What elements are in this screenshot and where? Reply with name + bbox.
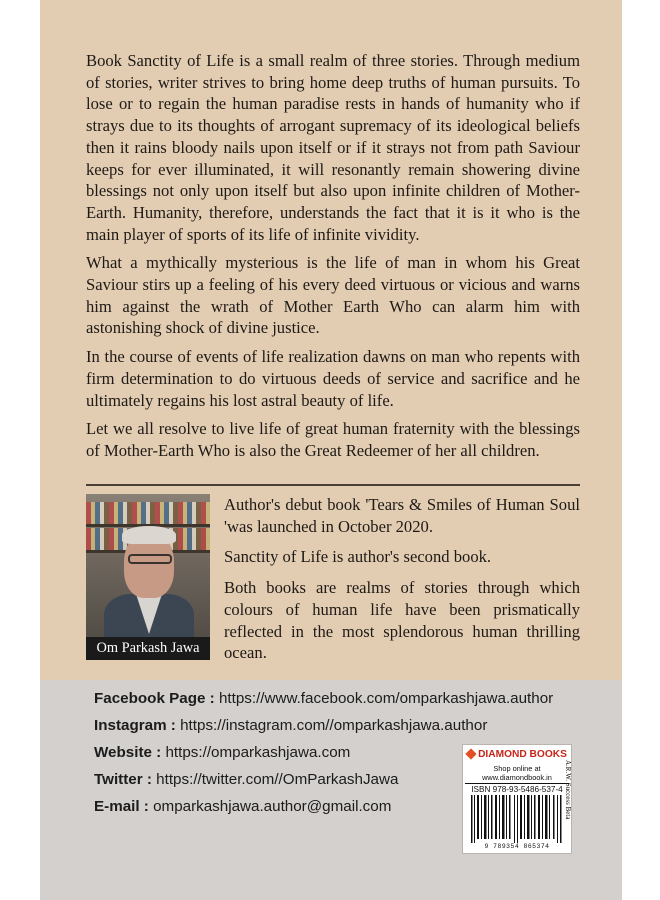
publisher-name: DIAMOND BOOKS [478,749,567,760]
instagram-line [94,717,487,734]
publisher-logo [467,748,567,762]
isbn-text: ISBN 978-93-5486-537-4 [465,783,569,794]
bio-paragraph: Both books are realms of stories through which colours of human life have been prismatically reflected in the most splendorous human thrilling ocean. [224,578,580,663]
barcode-digits: 9 789354 865374 [484,843,550,850]
diamond-icon [465,749,476,760]
blurb-paragraph: Book Sanctity of Life is a small realm of three stories. Through medium of stories, writer strives to bring home deep truths of human pursuits. To lose or to regain the human paradise rests in hands of humanity who if strays due to its thoughts of arrogant supremacy of its ideological beliefs then it rains bloody nails upon itself or if it strays not from path Saviour keeps for ever illuminated, it will resonantly remain showering divine blessings not only upon itself but also upon infinite children of Mother-Earth. Humanity, therefore, understands the fact that it is it who is the main player of sports of its life of infinite vividity. [86,51,580,244]
blurb-paragraph: Let we all resolve to live life of great human fraternity with the blessings of Mother-Earth Who is also the Great Redeemer of her all children. [86,419,580,460]
blurb-text [86,50,580,469]
website-line [94,744,350,761]
twitter-link[interactable]: https://twitter.com//OmParkashJawa [156,771,399,788]
glasses-icon [128,554,172,564]
bookshelf-books [86,502,210,524]
twitter-line [94,771,398,788]
shop-online-text: Shop online at www.diamondbook.in [482,764,552,782]
twitter-label: Twitter : [94,771,152,788]
blurb-paragraph: What a mythically mysterious is the life of man in whom his Great Saviour stirs up a feeling of his every deed virtuous or vicious and warns him against the wrath of Mother Earth Who can alarm him with astonishing shock of divine justice. [86,253,580,338]
facebook-label: Facebook Page : [94,690,215,707]
instagram-link[interactable]: https://instagram.com//omparkashjawa.author [180,717,488,734]
facebook-link[interactable]: https://www.facebook.com/omparkashjawa.author [218,690,554,707]
barcode-bars [469,795,565,843]
blurb-paragraph: In the course of events of life realization dawns on man who repents with firm determination to do virtuous deeds of service and sacrifice and he ultimately regains his lost astral beauty of life. [86,347,580,410]
author-bio [224,494,580,673]
side-credit-text: A.R.W. Success Beta [564,760,572,820]
barcode-panel [462,744,572,854]
website-link[interactable]: https://omparkashjawa.com [165,744,351,761]
section-divider [86,484,580,486]
email-link[interactable]: omparkashjawa.author@gmail.com [153,798,392,815]
website-label: Website : [94,744,162,761]
facebook-line [94,690,553,707]
author-hair [122,526,176,544]
instagram-label: Instagram : [94,717,176,734]
bio-paragraph: Sanctity of Life is author's second book. [224,547,492,567]
author-photo [86,494,210,660]
email-line [94,798,391,815]
email-label: E-mail : [94,798,149,815]
bio-paragraph: Author's debut book 'Tears & Smiles of Human Soul 'was launched in October 2020. [224,495,580,536]
author-name-caption: Om Parkash Jawa [86,637,210,660]
